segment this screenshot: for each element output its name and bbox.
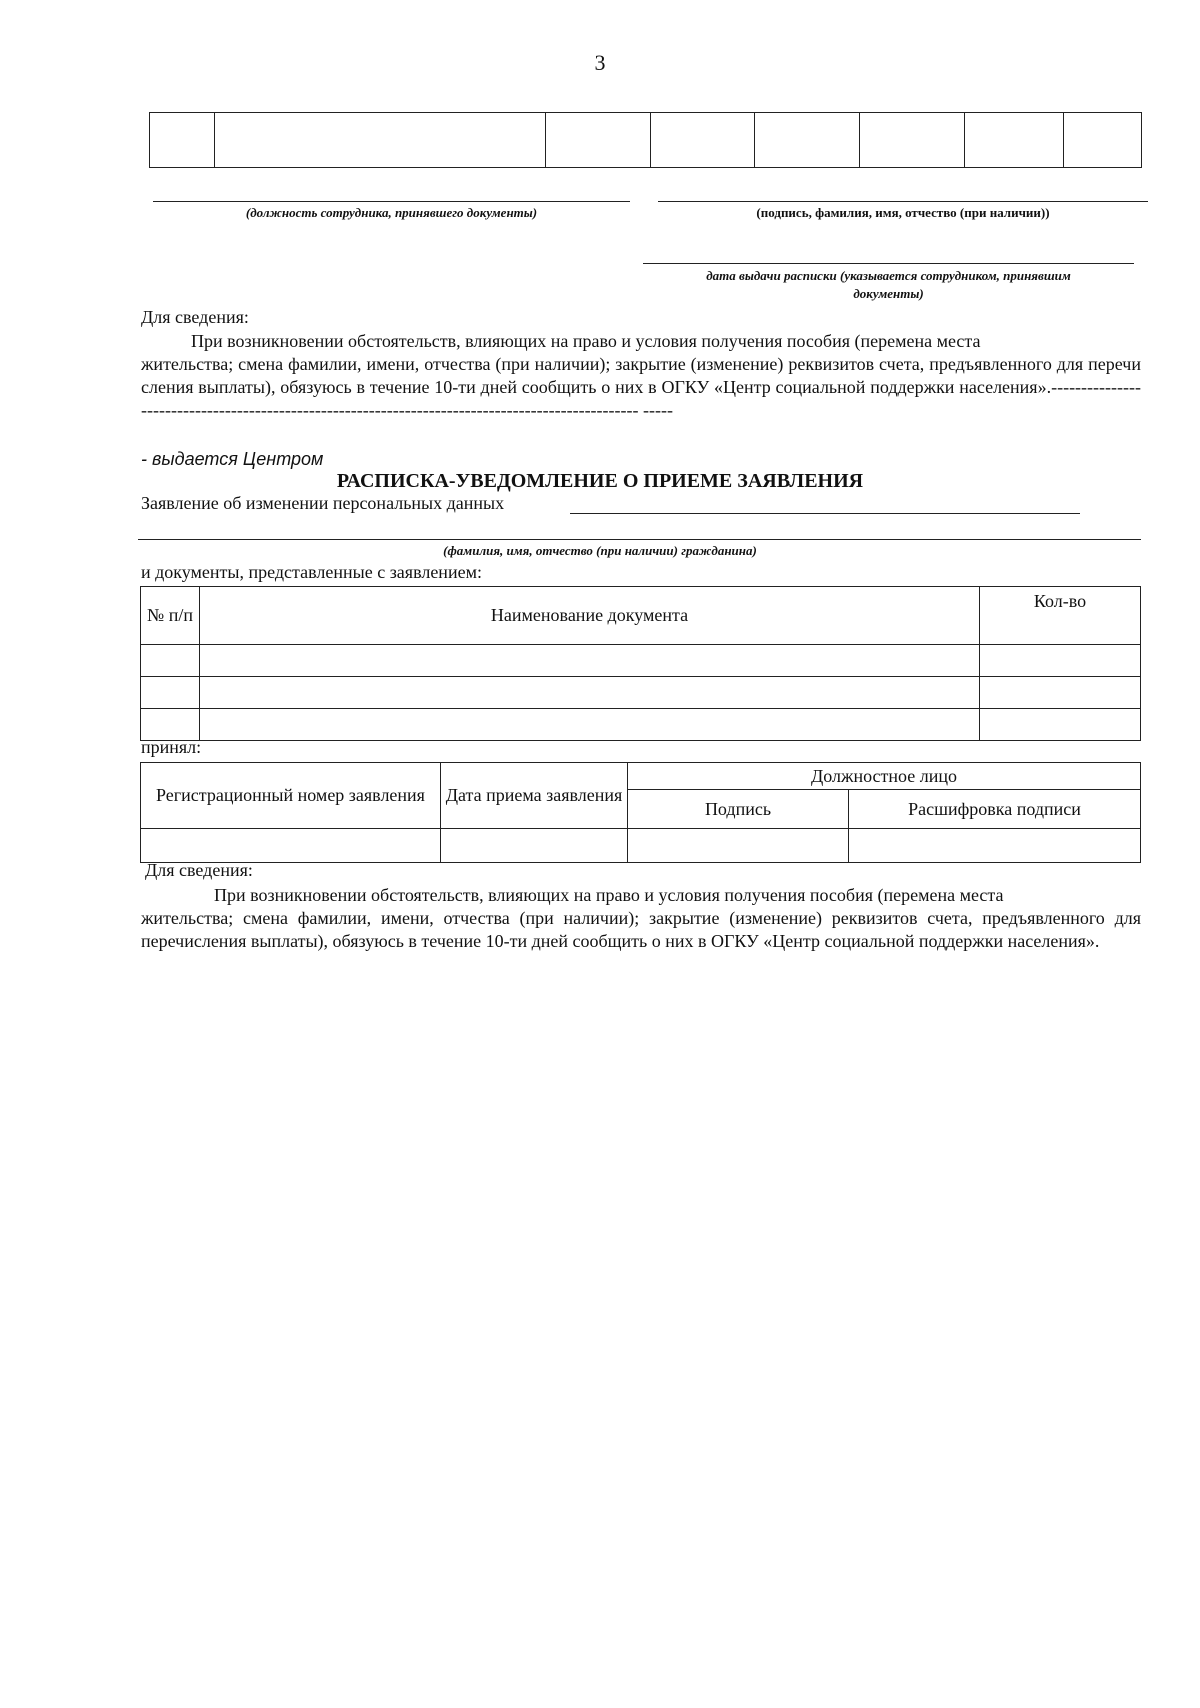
- table-cell: [755, 113, 860, 168]
- table-row: [141, 677, 1141, 709]
- application-fill-line: [570, 513, 1080, 514]
- table-cell: [141, 677, 200, 709]
- date-caption-line1: дата выдачи расписки (указывается сотрудником, принявшим: [706, 268, 1071, 283]
- col-num-header: № п/п: [141, 587, 200, 645]
- col-reg-header: Регистрационный номер заявления: [141, 763, 441, 829]
- page-number: 3: [594, 50, 606, 75]
- col-official-header: Должностное лицо: [628, 763, 1141, 790]
- notice-text-rest: жительства; смена фамилии, имени, отчества (при наличии); закрытие (изменение) реквизитов счета, предъявленного для перечисления выплаты), обязуюсь в течение 10-ти дней сообщить о них в ОГКУ «Центр социальной поддержки населения».-------------------------------------------------------------------------------------------------- -----: [141, 354, 1141, 420]
- table-row: [150, 113, 1142, 168]
- table-cell: [150, 113, 215, 168]
- receipt-title: РАСПИСКА-УВЕДОМЛЕНИЕ О ПРИЕМЕ ЗАЯВЛЕНИЯ: [336, 470, 864, 492]
- table-cell: [141, 829, 441, 863]
- table-cell: [860, 113, 965, 168]
- table-cell: [980, 677, 1141, 709]
- top-table: [149, 112, 1142, 168]
- position-line: [153, 201, 630, 202]
- date-caption-line2: документы): [853, 286, 924, 301]
- table-cell: [546, 113, 651, 168]
- table-header-row: [141, 587, 1141, 645]
- documents-label: и документы, представленные с заявлением:: [141, 562, 482, 582]
- table-cell: [215, 113, 546, 168]
- table-cell: [141, 645, 200, 677]
- fio-caption: (фамилия, имя, отчество (при наличии) гражданина): [443, 543, 757, 558]
- signature-caption: (подпись, фамилия, имя, отчество (при наличии)): [756, 205, 1050, 220]
- table-cell: [628, 829, 849, 863]
- col-signature-header: Подпись: [628, 790, 849, 829]
- col-qty-header: Кол-во: [980, 587, 1141, 645]
- table-row: [141, 829, 1141, 863]
- table-row: [141, 645, 1141, 677]
- table-cell: [965, 113, 1064, 168]
- table-cell: [651, 113, 755, 168]
- table-cell: [441, 829, 628, 863]
- notice-text-line1: При возникновении обстоятельств, влияющих на право и условия получения пособия (перемена места: [191, 331, 981, 351]
- accepted-label: принял:: [141, 737, 202, 757]
- table-cell: [980, 709, 1141, 741]
- table-cell: [200, 645, 980, 677]
- position-caption: (должность сотрудника, принявшего документы): [245, 205, 538, 220]
- table-cell: [1064, 113, 1142, 168]
- registration-table: [140, 762, 1141, 863]
- table-cell: [200, 677, 980, 709]
- col-date-header: Дата приема заявления: [441, 763, 628, 829]
- col-name-header: Наименование документа: [200, 587, 980, 645]
- notice-text: [141, 330, 1141, 422]
- application-label: Заявление об изменении персональных данных: [141, 493, 505, 513]
- table-cell: [141, 709, 200, 741]
- notice-text-rest: жительства; смена фамилии, имени, отчества (при наличии); закрытие (изменение) реквизитов счета, предъявленного для перечисления выплаты), обязуюсь в течение 10-ти дней сообщить о них в ОГКУ «Центр социальной поддержки населения».: [141, 908, 1141, 951]
- table-header-row: [141, 763, 1141, 790]
- table-cell: [200, 709, 980, 741]
- notice-text: [141, 884, 1141, 953]
- date-line: [643, 263, 1134, 264]
- col-decode-header: Расшифровка подписи: [849, 790, 1141, 829]
- signature-line: [658, 201, 1148, 202]
- notice-label: Для сведения:: [145, 860, 253, 880]
- table-cell: [849, 829, 1141, 863]
- table-row: [141, 709, 1141, 741]
- fio-line: [138, 539, 1141, 540]
- notice-text-line1: При возникновении обстоятельств, влияющих на право и условия получения пособия (перемена места: [214, 885, 1004, 905]
- table-cell: [980, 645, 1141, 677]
- documents-table: [140, 586, 1141, 741]
- issued-by-note: - выдается Центром: [141, 449, 324, 469]
- notice-label: Для сведения:: [141, 307, 249, 327]
